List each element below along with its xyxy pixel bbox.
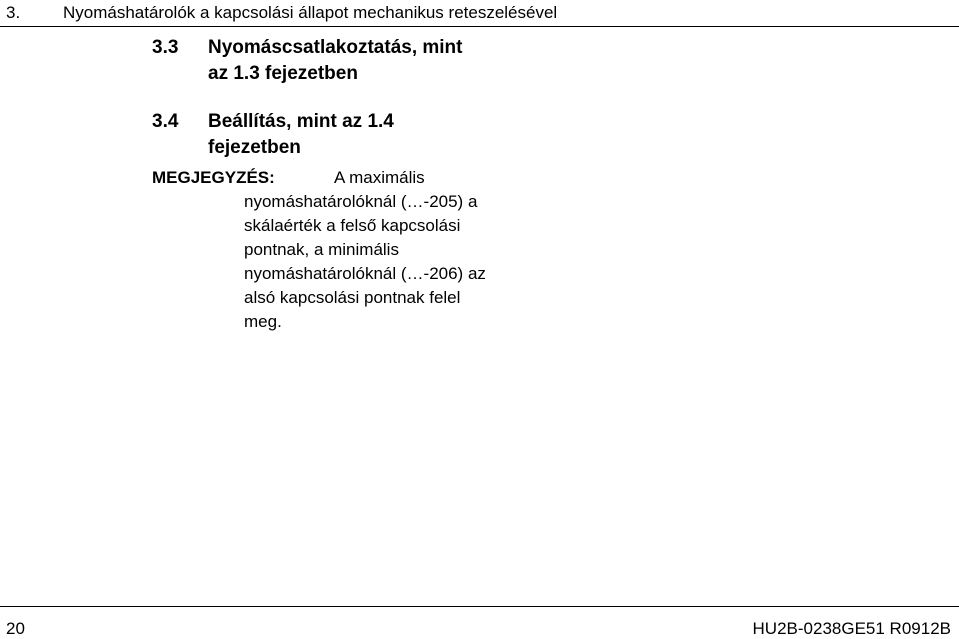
note-block: [152, 166, 712, 336]
section-3-3: [152, 35, 572, 95]
section-number: 3.3: [152, 37, 179, 58]
section-3-4: [152, 109, 572, 169]
note-label: MEGJEGYZÉS:: [152, 168, 275, 187]
chapter-title: Nyomáshatárolók a kapcsolási állapot mechanikus reteszelésével: [63, 3, 558, 22]
section-number: 3.4: [152, 111, 179, 132]
section-title: Beállítás, mint az 1.4 fejezetben: [208, 111, 394, 158]
page-number: 20: [6, 619, 25, 638]
document-code: HU2B-0238GE51 R0912B: [752, 619, 951, 638]
section-title: Nyomáscsatlakoztatás, mint az 1.3 fejezetben: [208, 37, 463, 84]
note-text: A maximális nyomáshatárolóknál (…-205) a skálaérték a felső kapcsolási pontnak, a minimális nyomáshatárolóknál (…-206) az alsó kapcsolási pontnak felel meg.: [244, 168, 486, 331]
page-header: [0, 0, 959, 27]
chapter-number: 3.: [6, 3, 21, 22]
page-footer: [0, 606, 959, 639]
